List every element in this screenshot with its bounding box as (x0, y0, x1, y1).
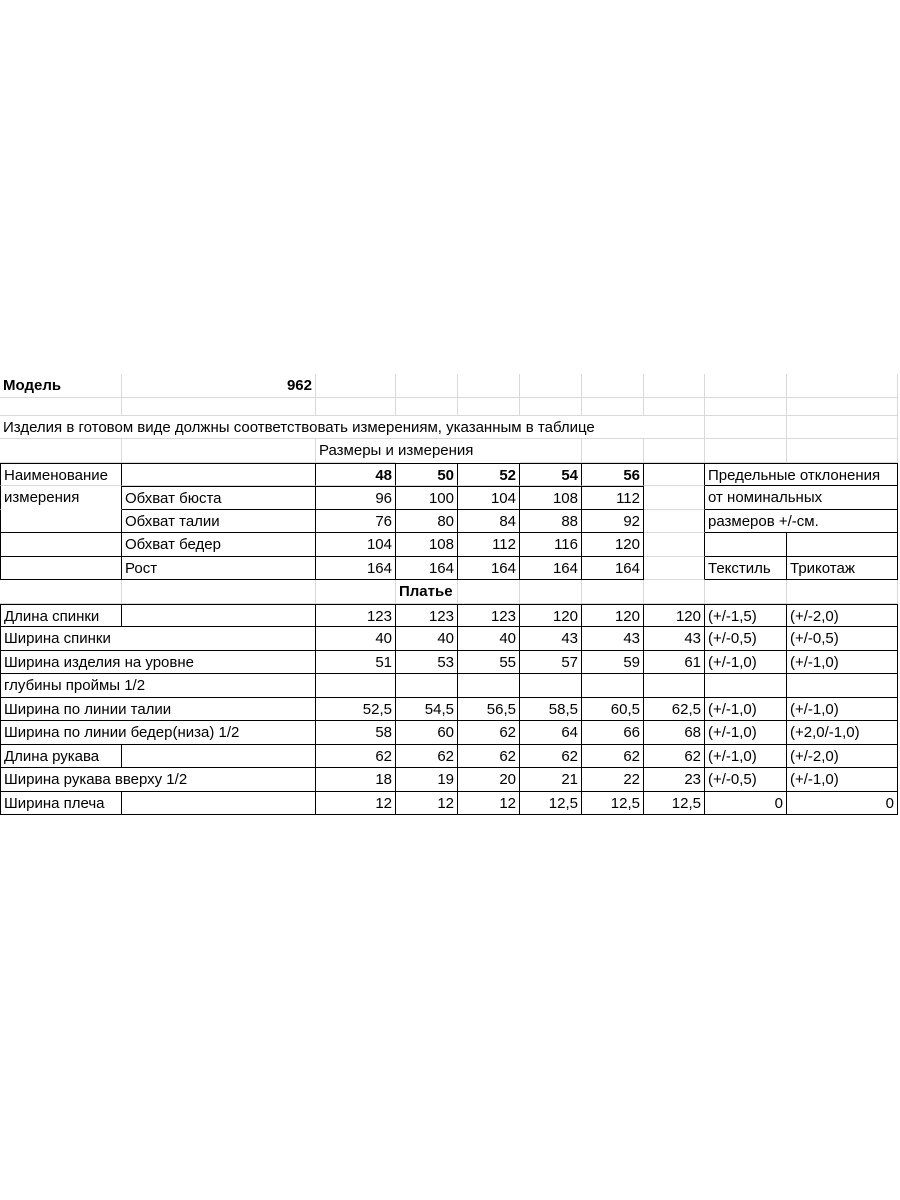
value-cell[interactable]: 120 (520, 604, 582, 628)
empty-cell[interactable] (644, 374, 705, 398)
empty-cell[interactable] (582, 398, 644, 416)
sizes-header[interactable]: Размеры и измерения (316, 439, 396, 463)
value-cell[interactable]: 58 (316, 721, 396, 745)
value-cell[interactable]: 53 (396, 651, 458, 675)
value-cell[interactable]: 12 (458, 792, 520, 816)
tolerance-textile[interactable]: (+/-1,0) (705, 745, 787, 769)
value-cell[interactable] (520, 674, 582, 698)
empty-cell[interactable] (644, 439, 705, 463)
empty-cell[interactable] (458, 580, 520, 604)
garment-row (0, 604, 900, 628)
empty-cell[interactable] (644, 398, 705, 416)
value-cell[interactable]: 164 (520, 557, 582, 581)
body-measure-row (0, 533, 900, 557)
garment-row (0, 721, 900, 745)
empty-cell[interactable] (705, 580, 787, 604)
note-text[interactable]: Изделия в готовом виде должны соответствовать измерениям, указанным в таблице (0, 416, 705, 440)
garment-measure-name[interactable]: Ширина по линии бедер(низа) 1/2 (0, 721, 316, 745)
garment-measure-name[interactable]: Длина спинки (0, 604, 122, 628)
value-cell[interactable]: 22 (582, 768, 644, 792)
empty-cell[interactable] (644, 486, 705, 510)
value-cell[interactable]: 62 (520, 745, 582, 769)
tolerance-textile[interactable]: (+/-1,0) (705, 651, 787, 675)
empty-cell[interactable] (122, 398, 316, 416)
tolerance-textile[interactable]: (+/-1,0) (705, 698, 787, 722)
tolerance-header-line3[interactable]: размеров +/-см. (705, 510, 898, 534)
empty-cell[interactable] (520, 374, 582, 398)
value-cell[interactable]: 164 (316, 557, 396, 581)
value-cell[interactable]: 40 (396, 627, 458, 651)
empty-cell[interactable] (0, 557, 122, 581)
tolerance-textile[interactable]: (+/-0,5) (705, 627, 787, 651)
empty-cell[interactable] (787, 580, 898, 604)
spreadsheet (0, 374, 900, 815)
value-cell[interactable]: 120 (582, 533, 644, 557)
value-cell[interactable]: 62 (644, 745, 705, 769)
size-56[interactable]: 56 (582, 463, 644, 487)
garment-row (0, 674, 900, 698)
value-cell[interactable]: 12,5 (644, 792, 705, 816)
value-cell[interactable]: 51 (316, 651, 396, 675)
empty-cell[interactable] (316, 398, 396, 416)
body-measure-row (0, 486, 900, 510)
body-measure-name[interactable]: Обхват бюста (122, 486, 316, 510)
value-cell[interactable]: 62,5 (644, 698, 705, 722)
value-cell[interactable]: 120 (582, 604, 644, 628)
value-cell[interactable]: 108 (520, 486, 582, 510)
value-cell[interactable]: 116 (520, 533, 582, 557)
value-cell[interactable]: 56,5 (458, 698, 520, 722)
value-cell[interactable]: 12,5 (582, 792, 644, 816)
garment-measure-name[interactable]: Ширина изделия на уровне (0, 651, 316, 675)
value-cell[interactable]: 62 (396, 745, 458, 769)
model-label[interactable]: Модель (0, 374, 122, 398)
tolerance-textile[interactable]: (+/-0,5) (705, 768, 787, 792)
empty-cell[interactable] (582, 374, 644, 398)
empty-cell[interactable] (316, 374, 396, 398)
value-cell[interactable]: 80 (396, 510, 458, 534)
garment-measure-name[interactable]: глубины проймы 1/2 (0, 674, 316, 698)
value-cell[interactable]: 84 (458, 510, 520, 534)
tolerance-textile[interactable] (705, 674, 787, 698)
value-cell[interactable]: 12 (396, 792, 458, 816)
value-cell[interactable]: 20 (458, 768, 520, 792)
size-50[interactable]: 50 (396, 463, 458, 487)
value-cell[interactable]: 40 (458, 627, 520, 651)
empty-cell[interactable] (520, 398, 582, 416)
value-cell[interactable]: 92 (582, 510, 644, 534)
tolerance-knit[interactable]: (+/-0,5) (787, 627, 898, 651)
empty-row (0, 398, 900, 416)
empty-cell[interactable] (520, 580, 582, 604)
model-value[interactable]: 962 (122, 374, 316, 398)
value-cell[interactable]: 12,5 (520, 792, 582, 816)
empty-cell[interactable] (122, 463, 316, 487)
tolerance-textile[interactable]: 0 (705, 792, 787, 816)
note-row (0, 416, 900, 440)
tolerance-knit[interactable]: (+2,0/-1,0) (787, 721, 898, 745)
tolerance-knit[interactable]: (+/-1,0) (787, 651, 898, 675)
size-48[interactable]: 48 (316, 463, 396, 487)
body-measure-row (0, 510, 900, 534)
value-cell[interactable]: 104 (458, 486, 520, 510)
value-cell[interactable]: 60 (396, 721, 458, 745)
empty-cell[interactable] (122, 745, 316, 769)
measure-header-line2[interactable]: измерения (0, 486, 122, 510)
empty-cell[interactable] (787, 374, 898, 398)
value-cell[interactable]: 120 (644, 604, 705, 628)
value-cell[interactable]: 123 (458, 604, 520, 628)
value-cell[interactable]: 123 (396, 604, 458, 628)
empty-cell[interactable] (0, 510, 122, 534)
tolerance-knit[interactable]: (+/-2,0) (787, 745, 898, 769)
body-measure-row (0, 557, 900, 581)
value-cell[interactable]: 58,5 (520, 698, 582, 722)
section-row (0, 580, 900, 604)
empty-cell[interactable] (0, 398, 122, 416)
body-measure-name[interactable]: Обхват бедер (122, 533, 316, 557)
value-cell[interactable]: 62 (458, 745, 520, 769)
empty-cell[interactable] (122, 792, 316, 816)
value-cell[interactable]: 52,5 (316, 698, 396, 722)
tolerance-knit[interactable]: (+/-2,0) (787, 604, 898, 628)
measure-header-line1[interactable]: Наименование (0, 463, 122, 487)
value-cell[interactable] (396, 674, 458, 698)
empty-cell[interactable] (787, 533, 898, 557)
value-cell[interactable]: 43 (582, 627, 644, 651)
value-cell[interactable] (582, 674, 644, 698)
empty-cell[interactable] (644, 557, 705, 581)
tolerance-header-line1[interactable]: Предельные отклонения (705, 463, 898, 487)
value-cell[interactable]: 12 (316, 792, 396, 816)
value-cell[interactable]: 164 (396, 557, 458, 581)
empty-cell[interactable] (122, 439, 316, 463)
garment-table (0, 604, 900, 816)
empty-cell[interactable] (787, 416, 898, 440)
garment-row (0, 768, 900, 792)
value-cell[interactable]: 108 (396, 533, 458, 557)
value-cell[interactable]: 60,5 (582, 698, 644, 722)
value-cell[interactable]: 21 (520, 768, 582, 792)
value-cell[interactable]: 62 (458, 721, 520, 745)
tolerance-knit-header[interactable]: Трикотаж (787, 557, 898, 581)
value-cell[interactable]: 54,5 (396, 698, 458, 722)
value-cell[interactable]: 68 (644, 721, 705, 745)
value-cell[interactable]: 62 (316, 745, 396, 769)
value-cell[interactable] (644, 674, 705, 698)
garment-measure-name[interactable]: Ширина спинки (0, 627, 316, 651)
value-cell[interactable]: 76 (316, 510, 396, 534)
empty-cell[interactable] (396, 398, 458, 416)
model-row (0, 374, 900, 398)
garment-row (0, 792, 900, 816)
empty-cell[interactable] (520, 439, 582, 463)
value-cell[interactable]: 112 (582, 486, 644, 510)
value-cell[interactable]: 40 (316, 627, 396, 651)
garment-measure-name[interactable]: Длина рукава (0, 745, 122, 769)
empty-cell[interactable] (644, 580, 705, 604)
empty-cell[interactable] (0, 439, 122, 463)
empty-cell[interactable] (316, 580, 396, 604)
size-52[interactable]: 52 (458, 463, 520, 487)
value-cell[interactable]: 112 (458, 533, 520, 557)
tolerance-header-line2[interactable]: от номинальных (705, 486, 898, 510)
empty-cell[interactable] (644, 510, 705, 534)
empty-cell[interactable] (705, 439, 787, 463)
garment-row (0, 651, 900, 675)
empty-cell[interactable] (0, 580, 122, 604)
garment-measure-name[interactable]: Ширина рукава вверху 1/2 (0, 768, 316, 792)
empty-cell[interactable] (705, 533, 787, 557)
empty-cell[interactable] (122, 604, 316, 628)
value-cell[interactable]: 164 (582, 557, 644, 581)
empty-cell[interactable] (458, 374, 520, 398)
empty-cell[interactable] (458, 398, 520, 416)
empty-cell[interactable] (582, 580, 644, 604)
garment-row (0, 745, 900, 769)
body-measure-name[interactable]: Обхват талии (122, 510, 316, 534)
empty-cell[interactable] (705, 416, 787, 440)
empty-cell[interactable] (705, 398, 787, 416)
value-cell[interactable]: 66 (582, 721, 644, 745)
value-cell[interactable]: 62 (582, 745, 644, 769)
value-cell[interactable]: 64 (520, 721, 582, 745)
tolerance-knit[interactable] (787, 674, 898, 698)
value-cell[interactable]: 96 (316, 486, 396, 510)
value-cell[interactable]: 61 (644, 651, 705, 675)
garment-measure-name[interactable]: Ширина плеча (0, 792, 122, 816)
empty-cell[interactable] (644, 463, 705, 487)
tolerance-knit[interactable]: (+/-1,0) (787, 698, 898, 722)
garment-row (0, 698, 900, 722)
body-measure-name[interactable]: Рост (122, 557, 316, 581)
value-cell[interactable]: 59 (582, 651, 644, 675)
value-cell[interactable]: 55 (458, 651, 520, 675)
empty-cell[interactable] (705, 374, 787, 398)
empty-cell[interactable] (787, 398, 898, 416)
sizes-header-row (0, 439, 900, 463)
tolerance-knit[interactable]: 0 (787, 792, 898, 816)
empty-cell[interactable] (582, 439, 644, 463)
value-cell[interactable]: 57 (520, 651, 582, 675)
value-cell[interactable]: 104 (316, 533, 396, 557)
empty-cell[interactable] (122, 580, 316, 604)
value-cell[interactable]: 164 (458, 557, 520, 581)
tolerance-textile[interactable]: (+/-1,5) (705, 604, 787, 628)
value-cell[interactable] (458, 674, 520, 698)
value-cell[interactable]: 18 (316, 768, 396, 792)
empty-cell[interactable] (0, 533, 122, 557)
value-cell[interactable] (316, 674, 396, 698)
garment-measure-name[interactable]: Ширина по линии талии (0, 698, 316, 722)
value-cell[interactable]: 123 (316, 604, 396, 628)
value-cell[interactable]: 43 (644, 627, 705, 651)
tolerance-textile[interactable]: (+/-1,0) (705, 721, 787, 745)
value-cell[interactable]: 23 (644, 768, 705, 792)
section-title[interactable]: Платье (396, 580, 458, 604)
value-cell[interactable]: 88 (520, 510, 582, 534)
value-cell[interactable]: 43 (520, 627, 582, 651)
empty-cell[interactable] (644, 533, 705, 557)
value-cell[interactable]: 100 (396, 486, 458, 510)
empty-cell[interactable] (396, 374, 458, 398)
garment-row (0, 627, 900, 651)
value-cell[interactable]: 19 (396, 768, 458, 792)
sizes-row (0, 463, 900, 487)
size-54[interactable]: 54 (520, 463, 582, 487)
tolerance-textile-header[interactable]: Текстиль (705, 557, 787, 581)
tolerance-knit[interactable]: (+/-1,0) (787, 768, 898, 792)
empty-cell[interactable] (787, 439, 898, 463)
